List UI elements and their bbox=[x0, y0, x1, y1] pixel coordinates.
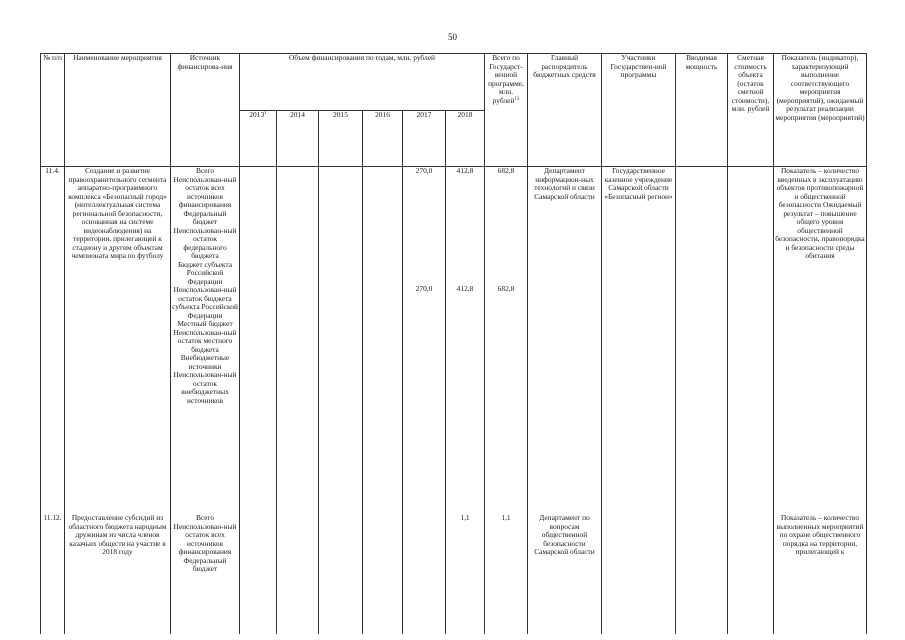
header-year-2016: 2016 bbox=[363, 110, 403, 167]
value-2018-regional: 412,8 bbox=[456, 283, 474, 293]
value-total: 1,1 bbox=[501, 514, 511, 522]
row-manager: Департамент по вопросам общественной безопасности Самарской области bbox=[528, 514, 602, 634]
source-label: Федеральный бюджет bbox=[183, 555, 227, 573]
cell-2014 bbox=[277, 167, 319, 515]
header-participants: Участники Государствен-ной программы bbox=[602, 54, 676, 167]
header-years-group: Объем финансирования по годам, млн. рублей bbox=[240, 54, 485, 111]
value-2017-total: 270,0 bbox=[415, 166, 433, 175]
row-indicator: Показатель – количество выполненных мероприятий по охране общественного порядка на территории, прилегающей к bbox=[774, 514, 867, 634]
header-cost: Сметная стоимость объекта (остаток сметной стоимости), млн. рублей bbox=[728, 54, 774, 167]
header-year-2014: 2014 bbox=[277, 110, 319, 167]
header-indicator: Показатель (индикатор), характеризующий выполнение соответствующего мероприятия (мероприятий), ожидаемый результат реализации мероприятия (мероприятий) bbox=[774, 54, 867, 167]
value-total: 682,8 bbox=[497, 166, 515, 175]
cell-2017 bbox=[403, 514, 446, 634]
source-label: Всего bbox=[195, 166, 215, 175]
cell-2013 bbox=[240, 514, 277, 634]
value-total-regional: 682,8 bbox=[497, 283, 515, 293]
header-total: Всего по Государст-венной программе, млн. рублей$^{13}$ bbox=[485, 54, 528, 167]
source-label: Неиспользован-ный остаток бюджета субъекта Российской Федерации bbox=[172, 285, 238, 320]
source-label: Неиспользован-ный остаток местного бюджета bbox=[173, 327, 237, 354]
row-indicator: Показатель – количество введенных в эксплуатацию объектов противопожарной и общественной безопасности Ожидаемый результат – повышение общего уровня общественной безопасности, правопорядка и безопасности среды обитания bbox=[774, 167, 867, 515]
row-number: 11.4. bbox=[41, 167, 65, 515]
cell-2013 bbox=[240, 167, 277, 515]
source-label: Неиспользован-ный остаток внебюджетных источников bbox=[173, 370, 237, 405]
cell-2018 bbox=[446, 167, 485, 515]
cell-2015 bbox=[319, 167, 363, 515]
value-2018-total: 412,8 bbox=[456, 166, 474, 175]
row-name: Предоставление субсидий из областного бюджета народным дружинам из числа членов казачьих обществ на участие в 2018 году bbox=[65, 514, 171, 634]
source-label: Неиспользован-ный остаток всех источников финансирования bbox=[173, 521, 237, 556]
row-sources bbox=[171, 514, 240, 634]
row-participants bbox=[602, 514, 676, 634]
source-label: Бюджет субъекта Российской Федерации bbox=[177, 259, 233, 286]
header-no: № п/п bbox=[41, 54, 65, 167]
cell-2014 bbox=[277, 514, 319, 634]
cell-2015 bbox=[319, 514, 363, 634]
source-label: Всего bbox=[195, 514, 215, 522]
row-cost bbox=[728, 167, 774, 515]
row-name: Создание и развитие правоохранительного сегмента аппаратно-программного комплекса «Безопасный город» (интеллектуальная система региональной безопасности, основанная на системе видеонаблюдения) на территории, прилегающей к стадиону и другим объектам чемпионата мира по футболу bbox=[65, 167, 171, 515]
header-year-2013: 2013$^1$ bbox=[240, 110, 277, 167]
table-row bbox=[41, 167, 867, 515]
source-label: Внебюджетные источники bbox=[180, 353, 230, 371]
row-capacity bbox=[676, 514, 728, 634]
source-label: Местный бюджет bbox=[177, 319, 233, 328]
source-label: Федеральный бюджет bbox=[183, 208, 227, 226]
row-cost bbox=[728, 514, 774, 634]
header-year-2015: 2015 bbox=[319, 110, 363, 167]
row-participants: Государственное казенное учреждение Самарской области «Безопасный регион» bbox=[602, 167, 676, 515]
row-sources bbox=[171, 167, 240, 515]
cell-2018 bbox=[446, 514, 485, 634]
header-name: Наименование мероприятия bbox=[65, 54, 171, 167]
source-label: Неиспользован-ный остаток всех источников финансирования bbox=[173, 174, 237, 209]
source-label: Неиспользован-ный остаток федерального бюджета bbox=[173, 225, 237, 260]
header-year-2018: 2018 bbox=[446, 110, 485, 167]
header-source: Источник финансирова-ния bbox=[171, 54, 240, 167]
row-manager: Департамент информацион-ных технологий и связи Самарской области bbox=[528, 167, 602, 515]
header-manager: Главный распорядитель бюджетных средств bbox=[528, 54, 602, 167]
program-table bbox=[40, 53, 867, 634]
table-row bbox=[41, 514, 867, 634]
header-year-2017: 2017 bbox=[403, 110, 446, 167]
page-number: 50 bbox=[448, 32, 457, 42]
cell-total bbox=[485, 514, 528, 634]
row-capacity bbox=[676, 167, 728, 515]
cell-total bbox=[485, 167, 528, 515]
value-2018-total: 1,1 bbox=[460, 514, 470, 522]
cell-2016 bbox=[363, 514, 403, 634]
value-2017-regional: 270,0 bbox=[415, 283, 433, 293]
row-number: 11.12. bbox=[41, 514, 65, 634]
cell-2016 bbox=[363, 167, 403, 515]
cell-2017 bbox=[403, 167, 446, 515]
header-capacity: Вводимая мощность bbox=[676, 54, 728, 167]
